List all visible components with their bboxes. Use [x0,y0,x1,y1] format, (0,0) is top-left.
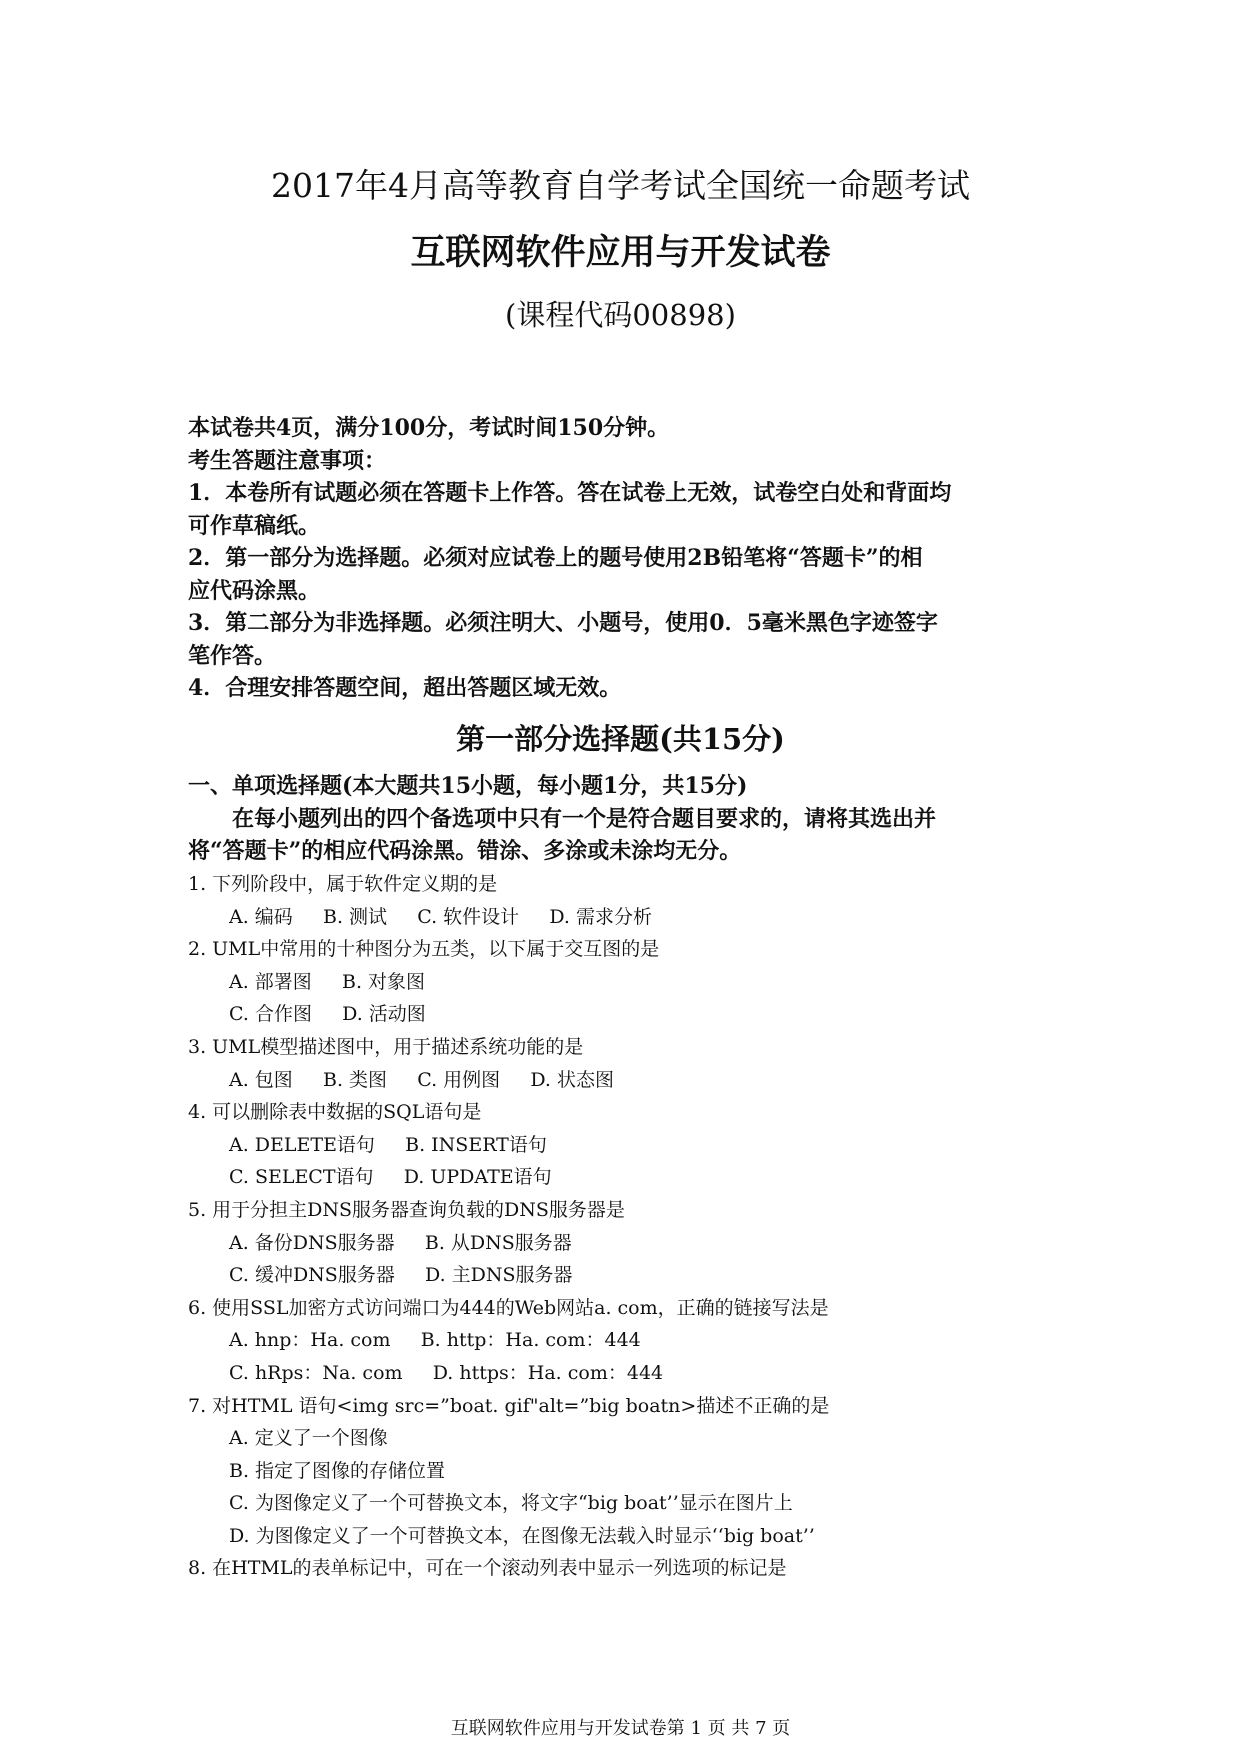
part-one-block [188,770,1068,868]
question-options: A. 包图 B. 类图 C. 用例图 D. 状态图 [229,1068,615,1091]
question-stem: 1. 下列阶段中，属于软件定义期的是 [188,873,498,895]
note-line: 4．合理安排答题空间，超出答题区域无效。 [188,675,622,701]
question-options: A. 编码 B. 测试 C. 软件设计 D. 需求分析 [229,905,653,928]
question-stem: 3. UML模型描述图中，用于描述系统功能的是 [188,1035,584,1058]
note-line: 本试卷共4页，满分100分，考试时间150分钟。 [188,415,670,441]
exam-notes [188,412,1068,705]
question-options: C. 缓冲DNS服务器 D. 主DNS服务器 [229,1264,573,1287]
question-stem: 4. 可以删除表中数据的SQL语句是 [188,1101,482,1124]
exam-session-heading: 2017年4月高等教育自学考试全国统一命题考试 [271,166,970,205]
question-options: C. 合作图 D. 活动图 [229,1003,426,1026]
question-options: D. 为图像定义了一个可替换文本，在图像无法载入时显示‘‘big boat’’ [229,1524,815,1547]
question-options: B. 指定了图像的存储位置 [229,1459,446,1482]
exam-title: 互联网软件应用与开发试卷 [410,232,831,273]
question-options: A. 部署图 B. 对象图 [229,970,426,993]
note-line: 2．第一部分为选择题。必须对应试卷上的题号使用2B铅笔将“答题卡”的相 [188,545,923,571]
question-options: C. 为图像定义了一个可替换文本，将文字“big boat’’显示在图片上 [229,1492,793,1515]
question-stem: 8. 在HTML的表单标记中，可在一个滚动列表中显示一列选项的标记是 [188,1557,787,1580]
note-line: 1．本卷所有试题必须在答题卡上作答。答在试卷上无效，试卷空白处和背面均 [188,480,952,506]
part-one-heading: 一、单项选择题(本大题共15小题，每小题1分，共15分) [188,773,748,799]
course-code: (课程代码00898) [505,298,736,332]
question-stem: 2. UML中常用的十种图分为五类，以下属于交互图的是 [188,938,660,961]
question-options: A. DELETE语句 B. INSERT语句 [229,1133,547,1156]
note-line: 考生答题注意事项： [188,447,387,474]
question-options: C. hRps：Na. com D. https：Ha. com：444 [229,1361,664,1384]
page-footer: 互联网软件应用与开发试卷第 1 页 共 7 页 [450,1718,791,1739]
note-line: 笔作答。 [188,642,277,669]
note-line: 应代码涂黑。 [188,577,321,604]
question-stem: 6. 使用SSL加密方式访问端口为444的Web网站a. com，正确的链接写法是 [188,1296,829,1319]
section-title: 第一部分选择题(共15分) [456,722,785,756]
question-list [188,868,1068,1585]
part-one-instruction: 将“答题卡”的相应代码涂黑。错涂、多涂或未涂均无分。 [188,838,742,864]
question-options: A. 备份DNS服务器 B. 从DNS服务器 [229,1231,572,1254]
question-options: A. hnp：Ha. com B. http：Ha. com：444 [229,1329,641,1352]
question-stem: 5. 用于分担主DNS服务器查询负载的DNS服务器是 [188,1198,625,1221]
question-options: A. 定义了一个图像 [229,1427,388,1450]
note-line: 3．第二部分为非选择题。必须注明大、小题号，使用0．5毫米黑色字迹签字 [188,610,938,636]
question-stem: 7. 对HTML 语句<img src=”boat. gif"alt=”big boatn>描述不正确的是 [188,1394,830,1417]
part-one-instruction: 在每小题列出的四个备选项中只有一个是符合题目要求的，请将其选出并 [232,805,937,832]
note-line: 可作草稿纸。 [188,512,321,539]
question-options: C. SELECT语句 D. UPDATE语句 [229,1166,552,1189]
